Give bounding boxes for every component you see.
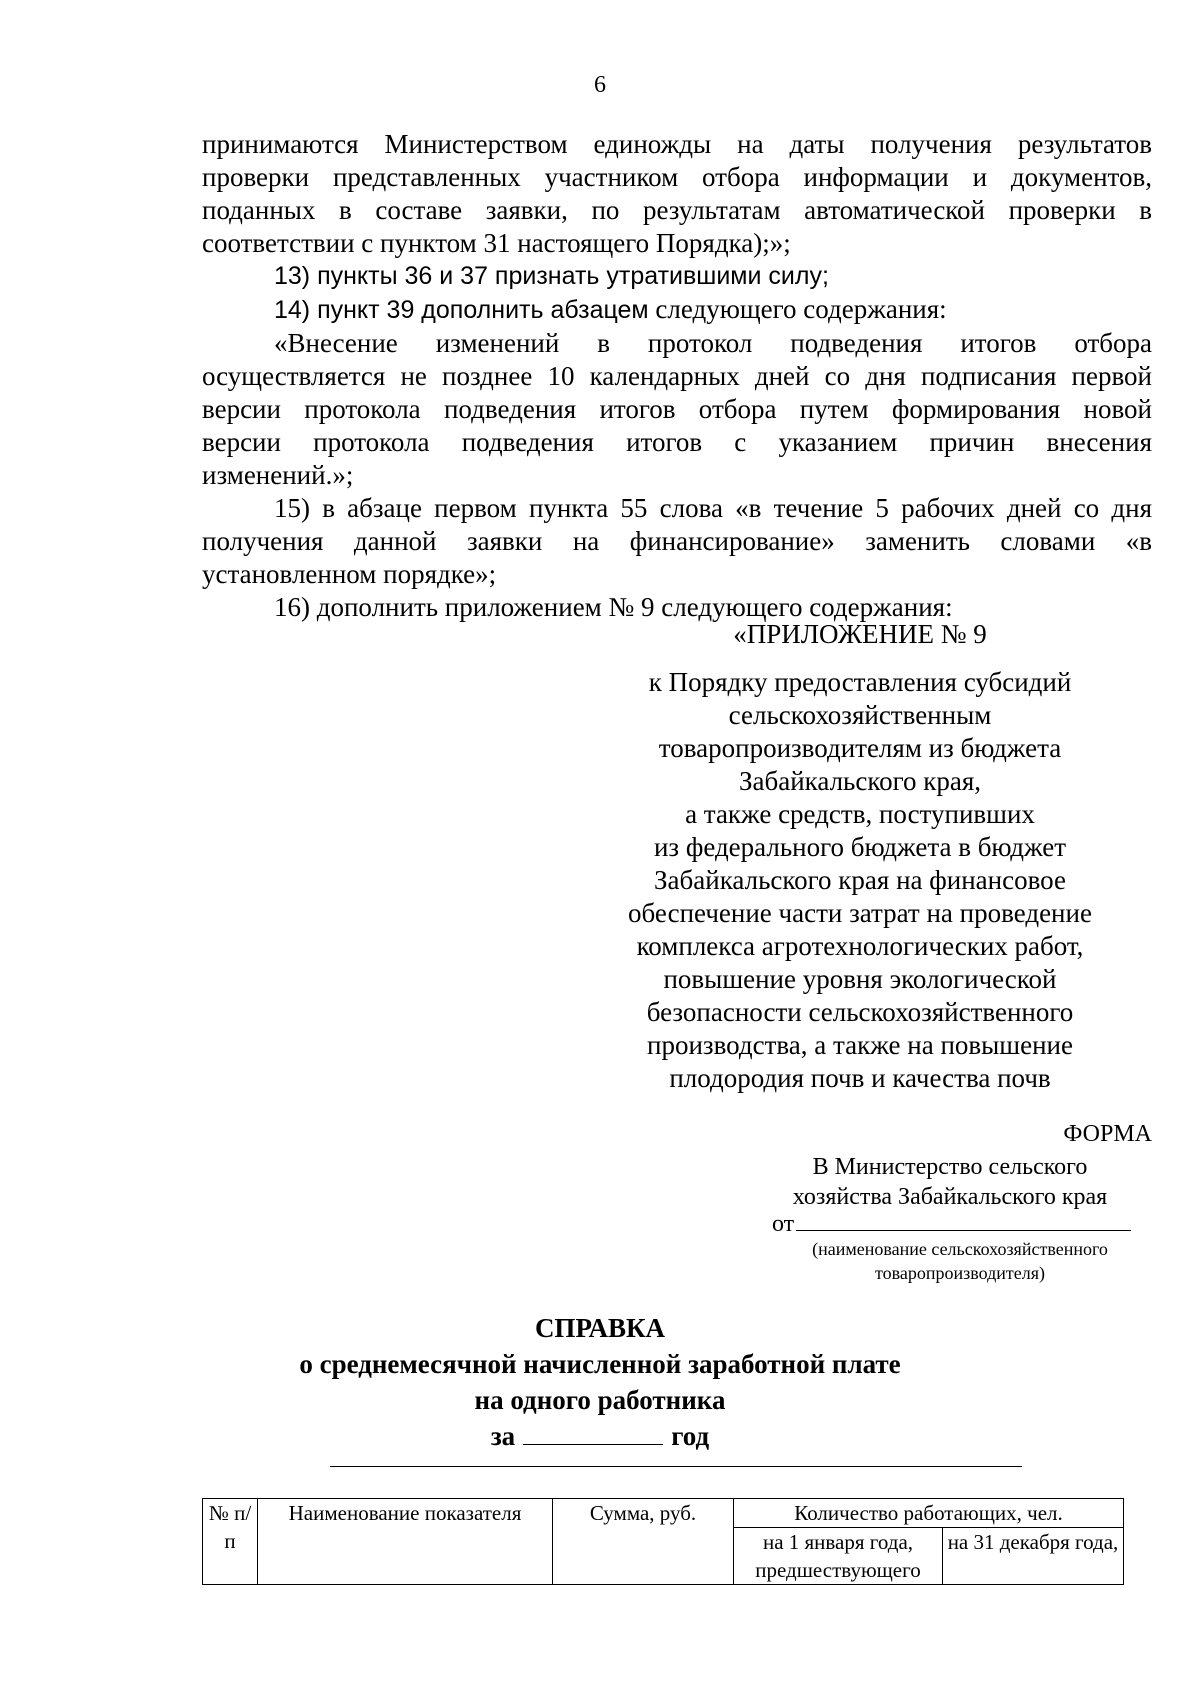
item-15-line: получения данной заявки на финансирование» заменить словами «в <box>202 526 1152 556</box>
item-16: 16) дополнить приложением № 9 следующего содержания: <box>274 592 953 622</box>
from-label: от <box>772 1211 795 1237</box>
paragraph-line: поданных в составе заявки, по результатам автоматической проверки в <box>202 195 1152 225</box>
item-14 <box>202 293 1152 327</box>
item-13: 13) пункты 36 и 37 признать утратившими силу; <box>274 262 829 290</box>
document-subtitle-2: на одного работника <box>474 1385 726 1415</box>
paragraph-line: соответствии с пунктом 31 настоящего Порядка);»; <box>202 228 791 258</box>
appendix-line: Забайкальского края на финансовое <box>654 865 1066 895</box>
year-line <box>0 1419 1200 1453</box>
appendix-line: производства, а также на повышение <box>647 1030 1073 1060</box>
subheader-dec: на 31 декабря года, <box>943 1528 1124 1585</box>
year-suffix: год <box>671 1421 710 1451</box>
form-label: ФОРМА <box>1063 1121 1152 1147</box>
separator-line <box>330 1466 1022 1467</box>
appendix-line: Забайкальского края, <box>738 766 982 796</box>
appendix-line: безопасности сельскохозяйственного <box>646 997 1074 1027</box>
quote-line: версии протокола подведения итогов с указанием причин внесения <box>202 427 1152 457</box>
paragraph-line: принимаются Министерством единожды на даты получения результатов <box>202 129 1152 159</box>
appendix-line: обеспечение части затрат на проведение <box>628 898 1092 928</box>
year-blank-field[interactable] <box>523 1420 663 1445</box>
addressee-line: хозяйства Забайкальского края <box>792 1184 1108 1210</box>
page-number: 6 <box>594 72 606 98</box>
from-blank-line[interactable] <box>796 1208 1131 1231</box>
amendment-text <box>202 128 1152 624</box>
hint-line: товаропроизводителя) <box>874 1263 1045 1283</box>
header-employee-count: Количество работающих, чел. <box>734 1499 1124 1528</box>
from-field-hint <box>770 1237 1150 1285</box>
appendix-line: комплекса агротехнологических работ, <box>636 931 1084 961</box>
salary-table <box>202 1498 1124 1585</box>
addressee-line: В Министерство сельского <box>812 1154 1088 1180</box>
item-15-line: установленном порядке»; <box>202 559 497 589</box>
header-indicator: Наименование показателя <box>258 1499 553 1585</box>
quote-line: «Внесение изменений в протокол подведения итогов отбора <box>274 328 1152 358</box>
addressee <box>750 1152 1150 1212</box>
hint-line: (наименование сельскохозяйственного <box>812 1239 1108 1259</box>
appendix-reference <box>600 666 1120 1095</box>
appendix-line: к Порядку предоставления субсидий <box>648 667 1072 697</box>
subheader-jan: на 1 января года, предшествующего <box>734 1528 943 1585</box>
quote-line: изменений.»; <box>202 460 354 490</box>
table-header-row <box>203 1499 1124 1528</box>
item-14-lead: 14) пункт 39 дополнить абзацем <box>274 296 649 324</box>
document-title: СПРАВКА <box>534 1313 666 1343</box>
appendix-line: а также средств, поступивших <box>685 799 1035 829</box>
appendix-title: «ПРИЛОЖЕНИЕ № 9 <box>733 619 987 649</box>
year-prefix: за <box>490 1421 516 1451</box>
document-subtitle: о среднемесячной начисленной заработной плате <box>299 1349 901 1379</box>
header-number: № п/п <box>203 1499 258 1585</box>
quote-line: осуществляется не позднее 10 календарных дней со дня подписания первой <box>202 361 1152 391</box>
appendix-line: товаропроизводителям из бюджета <box>658 733 1062 763</box>
header-sum: Сумма, руб. <box>553 1499 734 1585</box>
from-field <box>772 1208 1131 1238</box>
item-15-line: 15) в абзаце первом пункта 55 слова «в течение 5 рабочих дней со дня <box>274 493 1152 523</box>
item-14-rest: следующего содержания: <box>648 294 947 324</box>
paragraph-line: проверки представленных участником отбора информации и документов, <box>202 162 1152 192</box>
appendix-line: из федерального бюджета в бюджет <box>653 832 1067 862</box>
quote-line: версии протокола подведения итогов отбора путем формирования новой <box>202 394 1152 424</box>
appendix-line: сельскохозяйственным <box>728 700 992 730</box>
appendix-line: плодородия почв и качества почв <box>669 1063 1051 1093</box>
appendix-line: повышение уровня экологической <box>663 964 1057 994</box>
